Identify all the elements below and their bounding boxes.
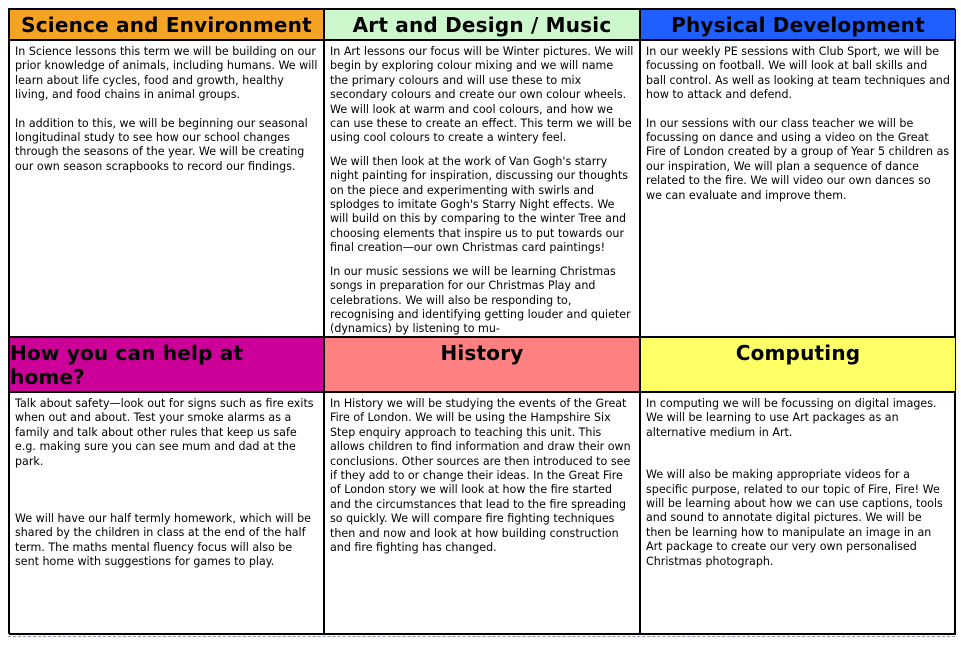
art-header [324, 9, 640, 40]
science-header [9, 9, 324, 40]
computing-title: Computing [735, 341, 861, 365]
science-paragraph-1: In Science lessons this term we will be building on our prior knowledge of animals, including humans. We will learn about life cycles, food and growth, healthy living, and food chains in animal groups. [15, 45, 318, 102]
history-body [324, 392, 640, 635]
pe-paragraph-2: In our sessions with our class teacher we will be focussing on dance and using a video on the Great Fire of London created by a group of Year 5 children as our inspiration, We will plan a sequence of dance related to the fire. We will video our own dances so we can evaluate and improve them. [646, 116, 950, 202]
home-paragraph-1: Talk about safety—look out for signs such as fire exits when out and about. Test your smoke alarms as a family and talk about other rules that keep us safe e.g. making sure you can see mum and dad at the park. [15, 397, 314, 468]
art-title: Art and Design / Music [352, 12, 612, 37]
art-paragraph-1: In Art lessons our focus will be Winter pictures. We will begin by exploring colour mixing and we will name the primary colours and will use these to mix secondary colours and create our own colour wheels. We will look at warm and cool colours, and how we can use these to create an effect. This term we will be using cool colours to create a wintery feel. [330, 45, 634, 145]
home-title: How you can help at home? [10, 341, 244, 389]
science-body [9, 40, 324, 337]
science-title: Science and Environment [21, 12, 312, 37]
pe-paragraph-1: In our weekly PE sessions with Club Sport, we will be focussing on football. We will look at ball skills and ball control. As well as looking at team techniques and how to attack and defend. [646, 45, 950, 102]
pe-title: Physical Development [671, 12, 925, 37]
home-header [9, 337, 324, 392]
history-title: History [440, 341, 524, 365]
pe-body [640, 40, 956, 337]
curriculum-grid [8, 8, 955, 634]
page-bottom-dashed-rule [8, 636, 955, 637]
home-body [9, 392, 324, 635]
art-paragraph-2: We will then look at the work of Van Gogh's starry night painting for inspiration, discussing our thoughts on the piece and experimenting with swirls and splodges to imitate Gogh's Starry Night effects. We will build on this by comparing to the winter Tree and choosing elements that inspire us to put towards our final creation—our own Christmas card paintings! [330, 154, 629, 255]
art-body [324, 40, 640, 337]
computing-header [640, 337, 956, 392]
science-paragraph-2: In addition to this, we will be beginning our seasonal longitudinal study to see how our school changes through the seasons of the year. We will be creating our own season scrapbooks to record our findings. [15, 116, 308, 173]
computing-body [640, 392, 956, 635]
history-paragraph-1: In History we will be studying the events of the Great Fire of London. We will be using the Hampshire Six Step enquiry approach to teaching this unit. This allows children to find information and draw their own conclusions. Other sources are then introduced to see if they add to or change their ideas. In the Great Fire of London story we will look at how the fire started and the circumstances that lead to the fire spreading so quickly. We will compare fire fighting techniques then and now and look at how building construction and fire fighting has changed. [330, 397, 631, 555]
computing-paragraph-1: In computing we will be focussing on digital images. We will be learning to use Art packages as an alternative medium in Art. [646, 397, 937, 439]
home-paragraph-2: We will have our half termly homework, which will be shared by the children in class at the end of the half term. The maths mental fluency focus will also be sent home with suggestions for games to play. [15, 512, 311, 569]
history-header [324, 337, 640, 392]
pe-header [640, 9, 956, 40]
art-paragraph-3: In our music sessions we will be learning Christmas songs in preparation for our Christmas Play and celebrations. We will also be responding to, recognising and identifying getting louder and quieter (dynamics) by listening to mu- [330, 264, 631, 336]
computing-paragraph-2: We will also be making appropriate videos for a specific purpose, related to our topic of Fire, Fire! We will be learning about how we can use captions, tools and sound to annotate digital pictures. We will be then be learning how to manipulate an image in an Art package to create our very own personalised Christmas photograph. [646, 468, 943, 568]
